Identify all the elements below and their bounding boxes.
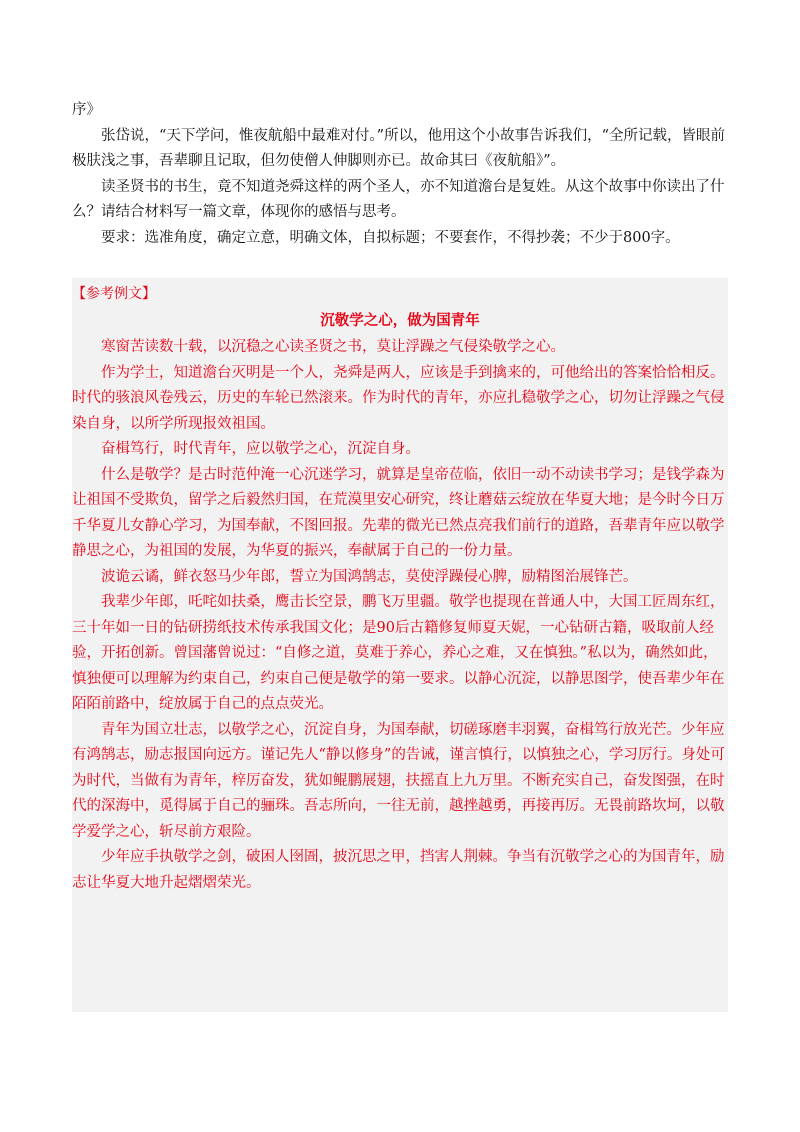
essay-paragraph: 少年应手执敬学之剑，破困人囹圄，披沉思之甲，挡害人荆棘。争当有沉敬学之心的为国青年，励志让华夏大地升起熠熠荣光。 bbox=[72, 849, 725, 891]
prompt-section bbox=[72, 98, 728, 251]
essay-title: 沉敬学之心，做为国青年 bbox=[320, 311, 480, 329]
essay-paragraph: 青年为国立壮志，以敬学之心，沉淀自身，为国奉献，切磋琢磨丰羽翼，奋楫笃行放光芒。少年应有鸿鹄志，励志报国向远方。谨记先人“静以修身”的告诫，谨言慎行，以慎独之心，学习厉行。身处可为时代，当做有为青年，梓厉奋发，犹如鲲鹏展翅，扶摇直上九万里。不断充实自己，奋发图强，在时代的深海中，觅得属于自己的骊珠。吾志所向，一往无前，越挫越勇，再接再厉。无畏前路坎坷，以敬学爱学之心，斩尽前方艰险。 bbox=[72, 721, 725, 840]
prompt-paragraph: 张岱说，“天下学问，惟夜航船中最难对付。”所以，他用这个小故事告诉我们，“全所记载，皆眼前极肤浅之事，吾辈聊且记取，但勿使僧人伸脚则亦已。故命其曰《夜航船》”。 bbox=[72, 127, 725, 169]
essay-paragraph: 波诡云谲，鲜衣怒马少年郎，誓立为国鸿鹄志，莫使浮躁侵心脾，励精图治展锋芒。 bbox=[101, 568, 638, 585]
reference-essay-label: 【参考例文】 bbox=[72, 286, 156, 302]
essay-paragraph: 寒窗苦读数十载，以沉稳之心读圣贤之书，莫让浮躁之气侵染敬学之心。 bbox=[101, 339, 565, 355]
prompt-line: 序》 bbox=[72, 102, 101, 118]
reference-essay-box bbox=[72, 278, 728, 1012]
requirements-paragraph: 要求：选准角度，确定立意，明确文体，自拟标题；不要套作，不得抄袭；不少于800字。 bbox=[101, 229, 680, 246]
essay-paragraph: 作为学士，知道澹台灭明是一个人，尧舜是两人，应该是手到擒来的，可他给出的答案恰恰相反。时代的骇浪风卷残云，历史的车轮已然滚来。作为时代的青年，亦应扎稳敬学之心，切勿让浮躁之气侵染自身，以所学所现报效祖国。 bbox=[72, 364, 725, 432]
prompt-paragraph: 读圣贤书的书生，竟不知道尧舜这样的两个圣人，亦不知道澹台是复姓。从这个故事中你读出了什么？请结合材料写一篇文章，体现你的感悟与思考。 bbox=[72, 178, 725, 220]
essay-paragraph: 什么是敬学？是古时范仲淹一心沉迷学习，就算是皇帝莅临，依旧一动不动读书学习；是钱学森为让祖国不受欺负，留学之后毅然归国，在荒漠里安心研究，终让蘑菇云绽放在华夏大地；是今时今日万千华夏儿女静心学习，为国奉献，不图回报。先辈的微光已然点亮我们前行的道路，吾辈青年应以敬学静思之心，为祖国的发展，为华夏的振兴，奉献属于自己的一份力量。 bbox=[72, 466, 725, 559]
essay-paragraph: 我辈少年郎，吒咤如扶桑，鹰击长空景，鹏飞万里疆。敬学也提现在普通人中，大国工匠周东红，三十年如一日的钻研捞纸技术传承我国文化；是90后古籍修复师夏天妮，一心钻研古籍，吸取前人经验，开拓创新。曾国藩曾说过：“自修之道，莫难于养心，养心之难，又在慎独。”私以为，确然如此，慎独便可以理解为约束自己，约束自己便是敬学的第一要求。以静心沉淀，以静思图学，使吾辈少年在陌陌前路中，绽放属于自己的点点荧光。 bbox=[72, 594, 725, 712]
essay-paragraph: 奋楫笃行，时代青年，应以敬学之心，沉淀自身。 bbox=[101, 441, 420, 457]
